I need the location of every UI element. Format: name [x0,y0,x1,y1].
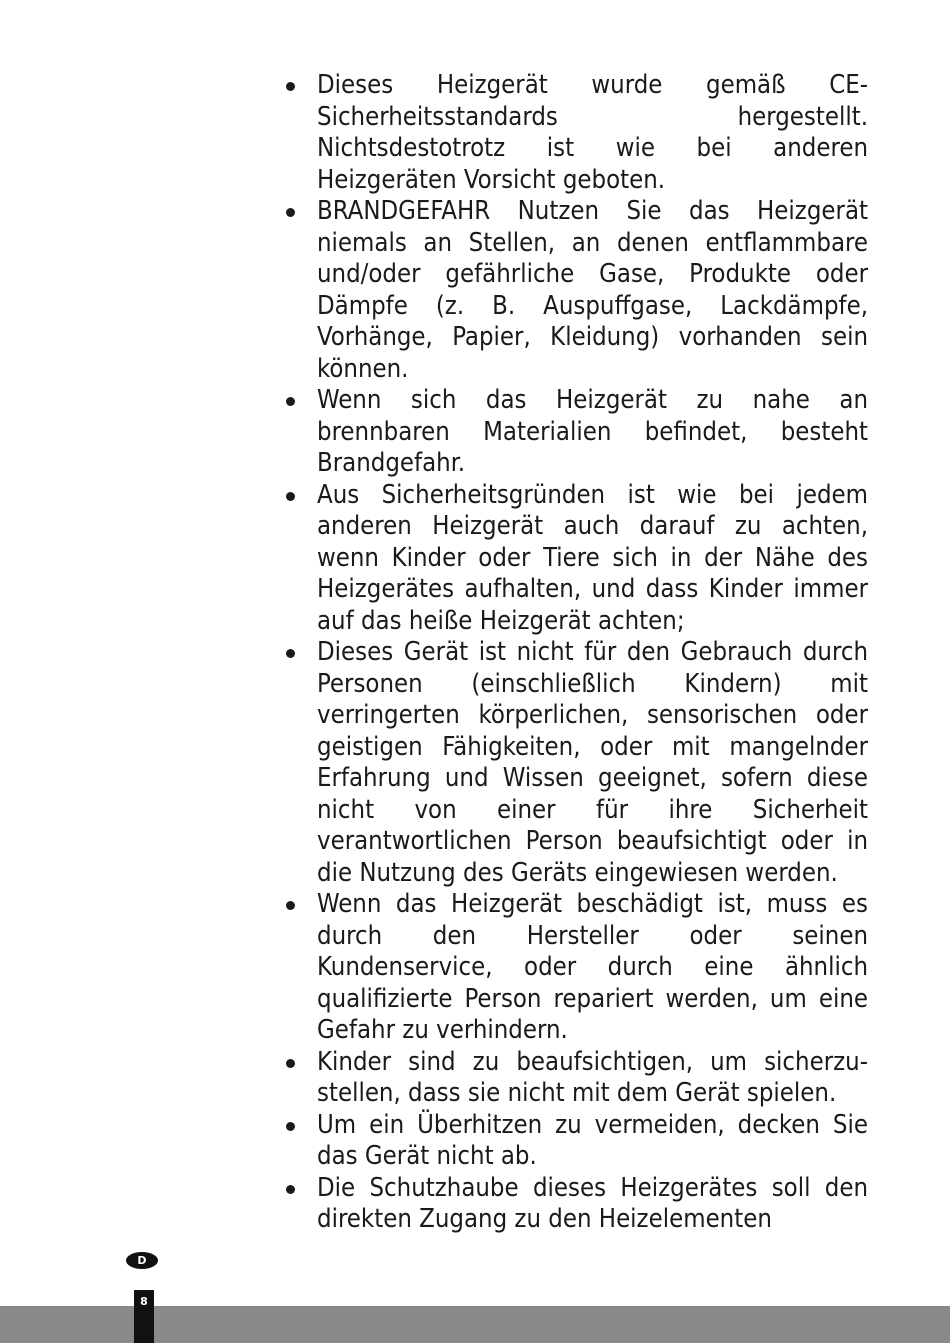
bullet-item [286,1110,868,1173]
bullet-text: Dieses Heizgerät wurde gemäß CE-Sicherheitsstandards hergestellt. Nichtsdestotrotz ist wie bei anderen Heizgeräten Vorsicht geboten. [317,70,868,195]
bullet-item [286,637,868,889]
bullet-item [286,889,868,1047]
bullet-dot-icon [286,901,295,910]
bullet-text: Die Schutzhaube dieses Heizgerätes soll den direkten Zugang zu den Heizelementen [317,1172,868,1234]
language-badge: D [126,1252,158,1269]
bullet-text: Um ein Überhitzen zu vermeiden, decken Sie das Gerät nicht ab. [317,1109,868,1171]
bullet-item [286,385,868,480]
bullet-text: Kinder sind zu beaufsichtigen, um sicherzustellen, dass sie nicht mit dem Gerät spielen. [317,1046,868,1108]
bullet-dot-icon [286,649,295,658]
bullet-item [286,70,868,196]
bullet-text: Dieses Gerät ist nicht für den Gebrauch durch Personen (einschließlich Kindern) mit verringerten körperlichen, sensorischen oder geistigen Fähigkeiten, oder mit mangelnder Erfahrung und Wissen geeignet, sofern diese nicht von einer für ihre Sicherheit verantwortlichen Person beaufsichtigt oder in die Nutzung des Geräts eingewiesen werden. [317,637,868,888]
bullet-text: Wenn das Heizgerät beschädigt ist, muss es durch den Hersteller oder seinen Kundenservice, oder durch eine ähnlich qualifizierte Person repariert werden, um eine Gefahr zu verhindern. [317,889,868,1045]
bullet-dot-icon [286,1059,295,1068]
bullet-dot-icon [286,1122,295,1131]
bullet-dot-icon [286,492,295,501]
bullet-item [286,196,868,385]
bullet-item [286,480,868,638]
bullet-dot-icon [286,1185,295,1194]
bullet-dot-icon [286,208,295,217]
bullet-item [286,1047,868,1110]
bullet-text: BRANDGEFAHR Nutzen Sie das Heizgerät niemals an Stellen, an denen entflammbare und/oder gefährliche Gase, Produkte oder Dämpfe (z. B. Auspuffgase, Lackdämpfe, Vorhänge, Papier, Kleidung) vorhanden sein können. [317,196,868,384]
page-number: 8 [134,1290,154,1343]
bullet-text: Aus Sicherheitsgründen ist wie bei jedem anderen Heizgerät auch darauf zu achten, wenn Kinder oder Tiere sich in der Nähe des Heizgerätes aufhalten, und dass Kinder immer auf das heiße Heizgerät achten; [317,479,868,636]
bullet-text: Wenn sich das Heizgerät zu nahe an brennbaren Materialien befindet, besteht Brandgefahr. [317,385,868,478]
bullet-item [286,1173,868,1236]
safety-instructions-list [286,70,868,1236]
bullet-dot-icon [286,82,295,91]
bullet-dot-icon [286,397,295,406]
